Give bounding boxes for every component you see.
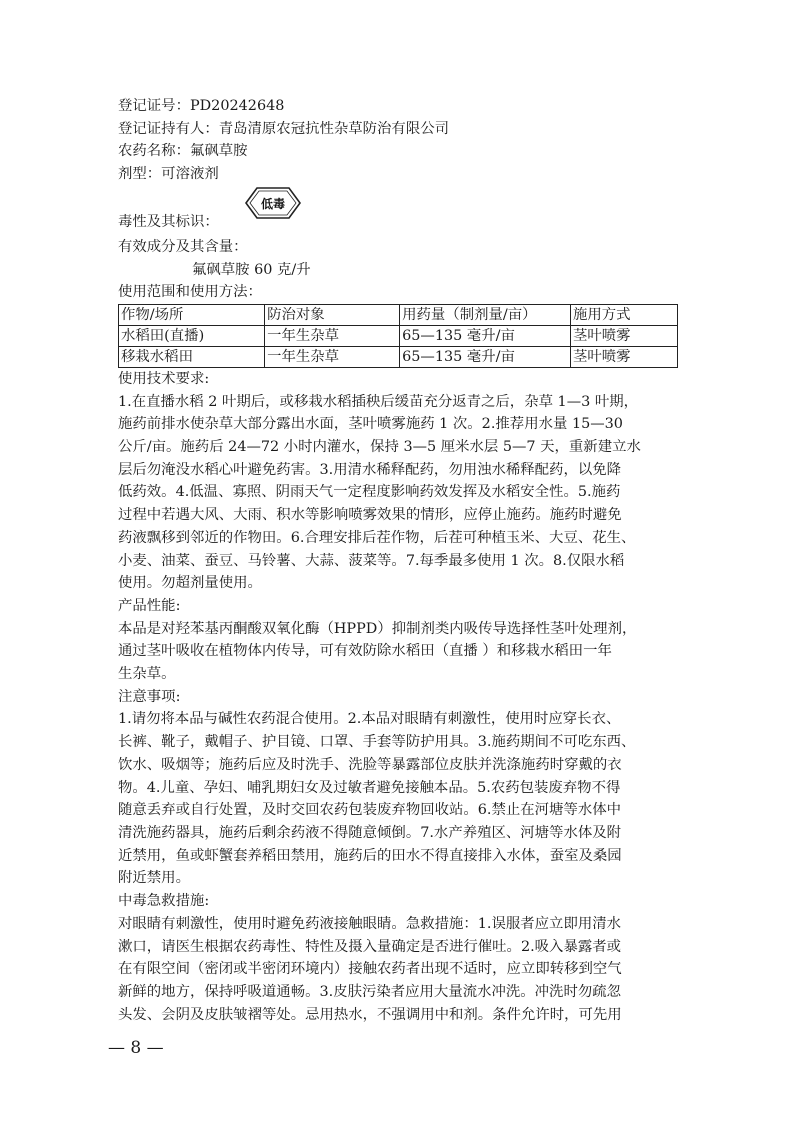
table-header-cell: 用药量（制剂量/亩） [400,304,571,325]
registration-holder: 登记证持有人：青岛清原农冠抗性杂草防治有限公司 [118,120,449,137]
text-line: 本品是对羟苯基丙酮酸双氧化酶（HPPD）抑制剂类内吸传导选择性茎叶处理剂， [118,620,637,637]
toxicity-label: 毒性及其标识： [118,214,219,231]
table-row [119,346,678,367]
usage-table [118,304,678,368]
table-header-cell: 防治对象 [265,304,400,325]
performance-paragraph [118,618,678,686]
text-line: 近禁用，鱼或虾蟹套养稻田禁用，施药后的田水不得直接排入水体，蚕室及桑园 [118,847,622,864]
usage-heading: 使用范围和使用方法： [118,284,262,301]
text-line: 过程中若遇大风、大雨、积水等影响喷雾效果的情形，应停止施药。施药时避免 [118,507,622,524]
text-line: 低药效。4.低温、寡照、阴雨天气一定程度影响药效发挥及水稻安全性。5.施药 [118,484,621,501]
technical-paragraph [118,391,678,595]
page-number: — 8 — [108,1038,164,1058]
text-line: 物。4.儿童、孕妇、哺乳期妇女及过敏者避免接触本品。5.农药包装废弃物不得 [118,779,621,796]
text-line: 新鲜的地方，保持呼吸道通畅。3.皮肤污染者应用大量流水冲洗。冲洗时勿疏忽 [118,983,622,1000]
precautions-paragraph [118,708,678,890]
table-cell: 移栽水稻田 [119,346,265,367]
formulation: 剂型：可溶液剂 [118,166,219,183]
pesticide-name: 农药名称：氟砜草胺 [118,143,248,160]
text-line: 饮水、吸烟等；施药后应及时洗手、洗脸等暴露部位皮肤并洗涤施药时穿戴的衣 [118,756,622,773]
technical-heading: 使用技术要求: [118,370,210,387]
performance-heading: 产品性能: [118,597,181,614]
table-cell: 一年生杂草 [265,325,400,346]
table-cell: 65—135 毫升/亩 [400,325,571,346]
text-line: 附近禁用。 [118,870,190,887]
toxicity-row [118,186,678,236]
text-line: 小麦、油菜、蚕豆、马铃薯、大蒜、菠菜等。7.每季最多使用 1 次。8.仅限水稻 [118,552,625,569]
text-line: 长裤、靴子，戴帽子、护目镜、口罩、手套等防护用具。3.施药期间不可吃东西、 [118,734,636,751]
text-line: 随意丢弃或自行处置，及时交回农药包装废弃物回收站。6.禁止在河塘等水体中 [118,802,622,819]
text-line: 层后勿淹没水稻心叶避免药害。3.用清水稀释配药，勿用浊水稀释配药，以免降 [118,461,622,478]
text-line: 在有限空间（密闭或半密闭环境内）接触农药者出现不适时，应立即转移到空气 [118,961,622,978]
low-toxicity-diamond-icon [244,186,302,220]
text-line: 通过茎叶吸收在植物体内传导，可有效防除水稻田（直播 ）和移栽水稻田一年 [118,643,612,660]
text-line: 生杂草。 [118,666,176,683]
first-aid-heading: 中毒急救措施: [118,893,210,910]
text-line: 药液飘移到邻近的作物田。6.合理安排后茬作物，后茬可种植玉米、大豆、花生、 [118,529,636,546]
table-cell: 65—135 毫升/亩 [400,346,571,367]
text-line: 对眼睛有刺激性，使用时避免药液接触眼睛。急救措施：1.误服者应立即用清水 [118,915,622,932]
text-line: 1.在直播水稻 2 叶期后，或移栽水稻插秧后缓苗充分返青之后，杂草 1—3 叶期， [118,393,638,410]
text-line: 1.请勿将本品与碱性农药混合使用。2.本品对眼睛有刺激性，使用时应穿长衣、 [118,711,621,728]
precautions-heading: 注意事项: [118,688,181,705]
table-header-row [119,304,678,325]
table-header-cell: 作物/场所 [119,304,265,325]
toxicity-mark-text: 低毒 [260,196,286,211]
first-aid-paragraph [118,913,678,1027]
text-line: 使用。勿超剂量使用。 [118,575,262,592]
registration-number: 登记证号：PD20242648 [118,98,285,114]
table-cell: 一年生杂草 [265,346,400,367]
text-line: 漱口，请医生根据农药毒性、特性及摄入量确定是否进行催吐。2.吸入暴露者或 [118,938,622,955]
table-cell: 茎叶喷雾 [570,346,677,367]
table-cell: 茎叶喷雾 [570,325,677,346]
table-cell: 水稻田(直播) [119,325,265,346]
text-line: 公斤/亩。施药后 24—72 小时内灌水，保持 3—5 厘米水层 5—7 天，重新建立水 [118,439,641,456]
text-line: 施药前排水使杂草大部分露出水面，茎叶喷雾施药 1 次。2.推荐用水量 15—30 [118,416,623,433]
table-row [119,325,678,346]
ingredient-value: 氟砜草胺 60 克/升 [192,261,311,278]
table-header-cell: 施用方式 [570,304,677,325]
document-body [118,95,678,1026]
text-line: 头发、会阴及皮肤皱褶等处。忌用热水，不强调用中和剂。条件允许时，可先用 [118,1006,622,1023]
ingredient-heading: 有效成分及其含量： [118,238,248,255]
text-line: 清洗施药器具，施药后剩余药液不得随意倾倒。7.水产养殖区、河塘等水体及附 [118,824,622,841]
